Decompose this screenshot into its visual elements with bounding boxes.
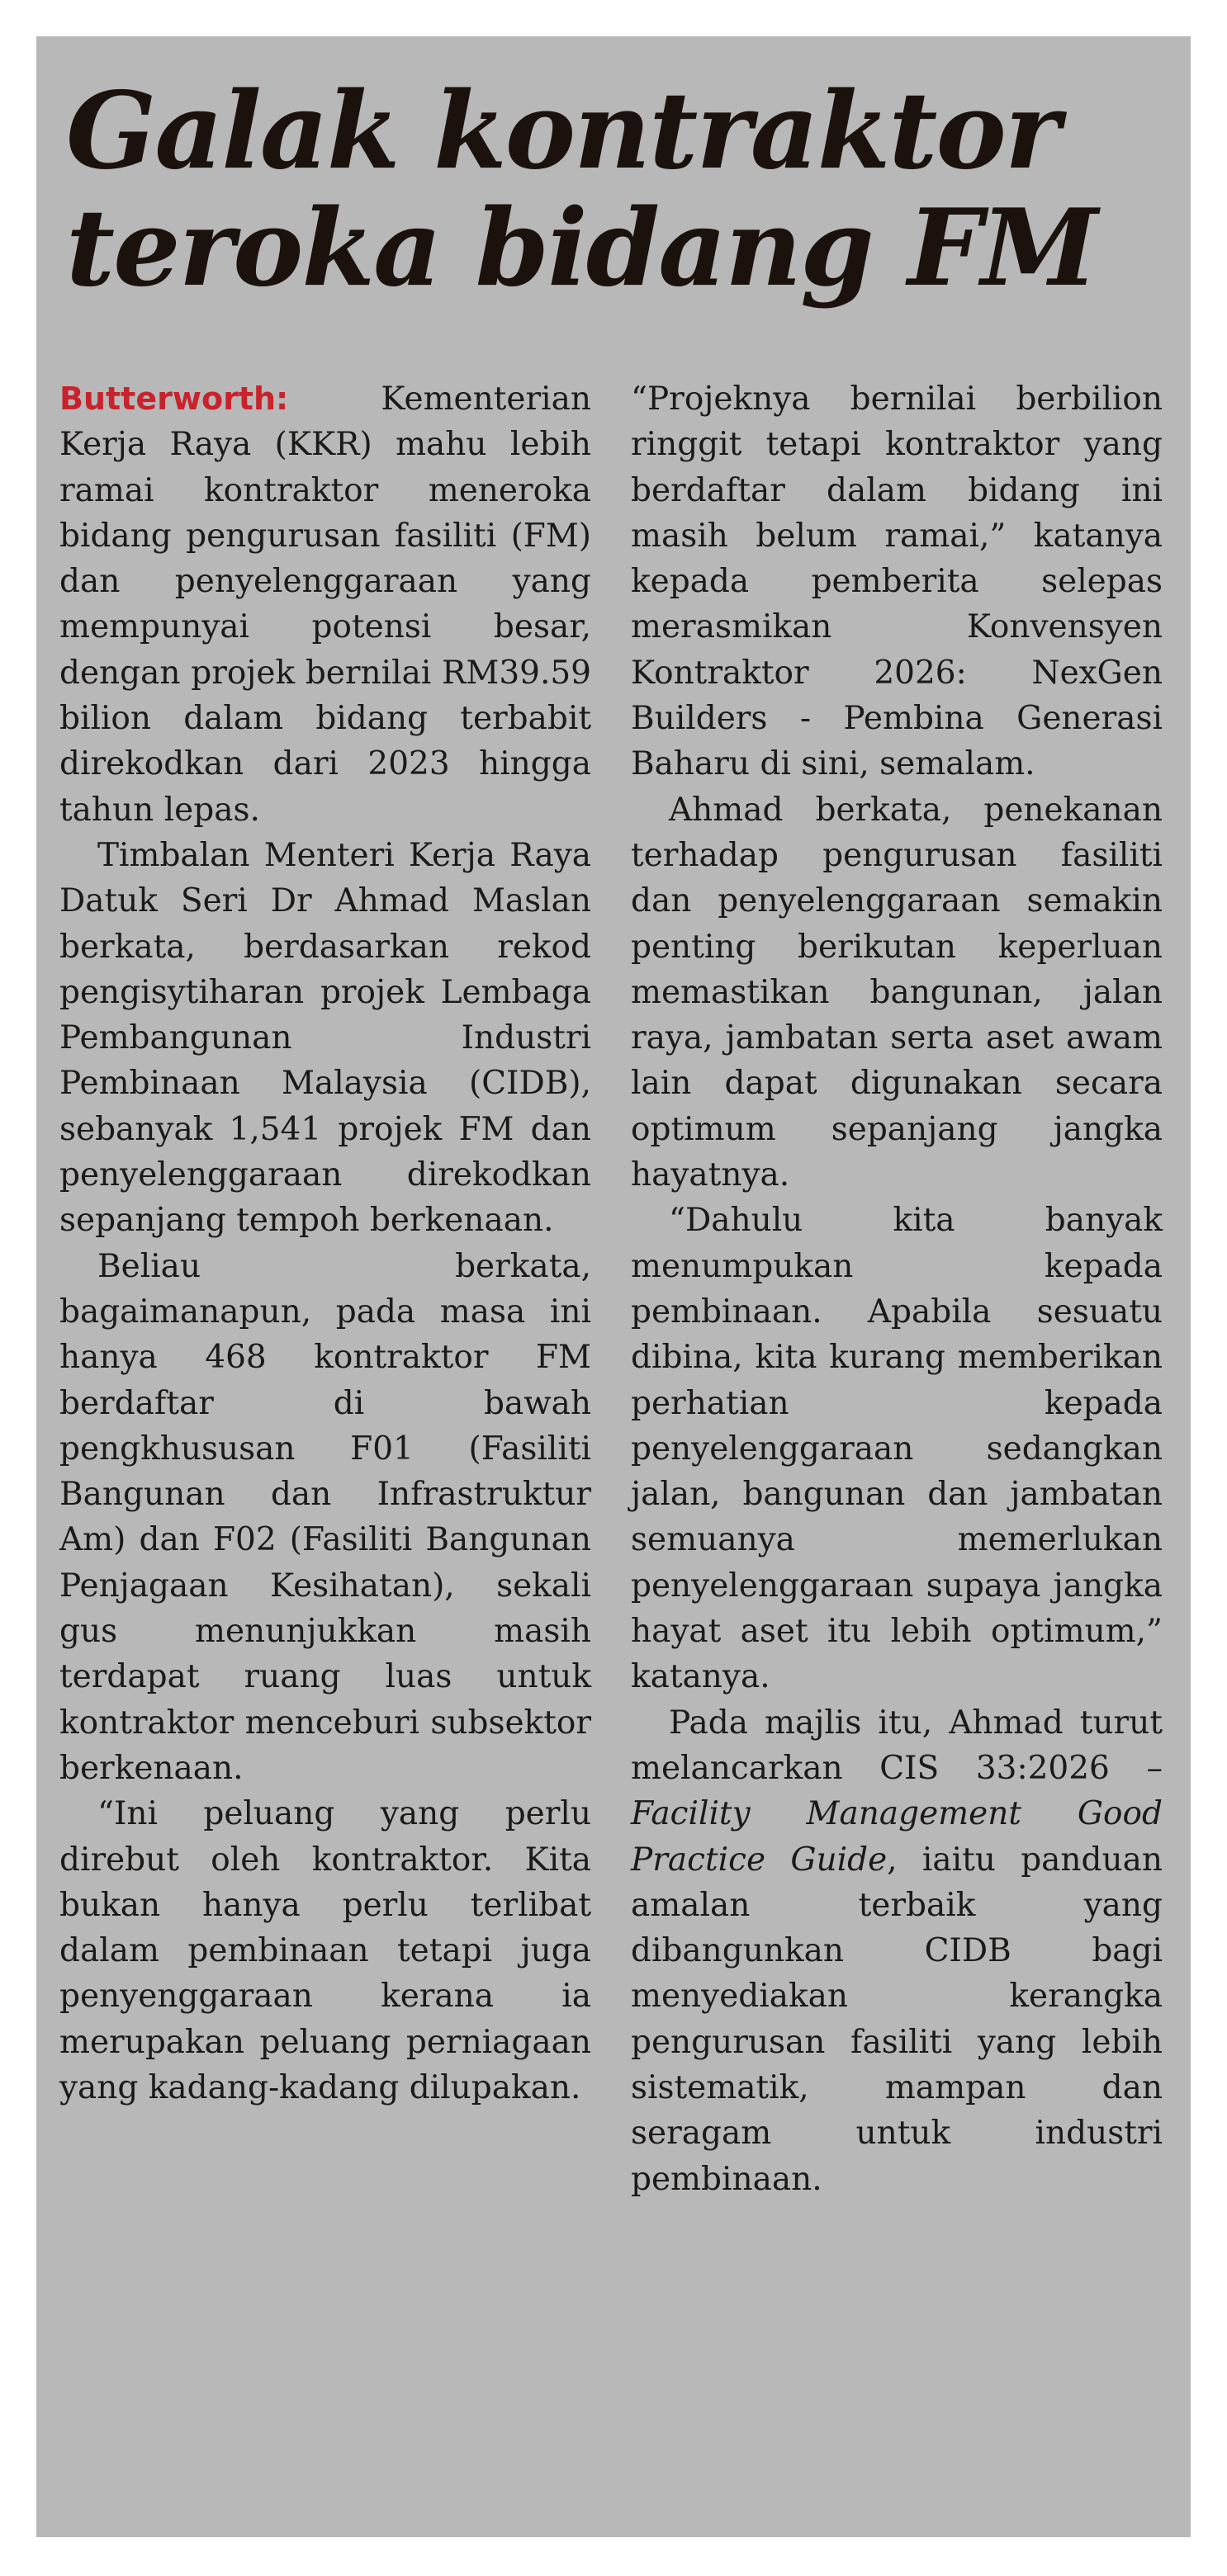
article-paragraph-2: Timbalan Menteri Kerja Raya Datuk Seri Dr Ahmad Maslan berkata, berdasarkan rekod pengisytiharan projek Lembaga Pembangunan Industri Pembinaan Malaysia (CIDB), sebanyak 1,541 projek FM dan penyelenggaraan direkodkan sepanjang tempoh berkenaan. bbox=[59, 836, 591, 1240]
headline bbox=[66, 69, 1173, 310]
guide-title: Facility Management Good Practice Guide bbox=[631, 1795, 1163, 1879]
paragraph-1-text: Kementerian Kerja Raya (KKR) mahu lebih ramai kontraktor meneroka bidang pengurusan fasiliti (FM) dan penyelenggaraan yang mempunyai potensi besar, dengan projek bernilai RM39.59 bilion dalam bidang terbabit direkodkan dari 2023 hingga tahun lepas. bbox=[59, 380, 591, 829]
paragraph-8-text-a: Pada majlis itu, Ahmad turut melancarkan CIS 33:2026 – bbox=[631, 1704, 1163, 1787]
article-column-left bbox=[59, 376, 591, 2110]
paragraph-8-text-b: , iaitu panduan amalan terbaik yang dibangunkan CIDB bagi menyediakan kerangka pengurusan fasiliti yang lebih sistematik, mampan dan seragam untuk industri pembinaan. bbox=[631, 1841, 1163, 2198]
article-paragraph-8 bbox=[631, 1700, 1163, 2202]
headline-line-1: Galak kontraktor bbox=[66, 69, 1059, 193]
article-paragraph-3: Beliau berkata, bagaimanapun, pada masa ini hanya 468 kontraktor FM berdaftar di bawah pengkhususan F01 (Fasiliti Bangunan dan Infrastruktur Am) dan F02 (Fasiliti Bangunan Penjagaan Kesihatan), sekali gus menunjukkan masih terdapat ruang luas untuk kontraktor menceburi subsektor berkenaan. bbox=[59, 1247, 591, 1787]
article-paragraph-6: Ahmad berkata, penekanan terhadap pengurusan fasiliti dan penyelenggaraan semakin penting berikutan keperluan memastikan bangunan, jalan raya, jambatan serta aset awam lain dapat digunakan secara optimum sepanjang jangka hayatnya. bbox=[631, 791, 1163, 1194]
article-column-right bbox=[631, 376, 1163, 2202]
article-paragraph-4: “Ini peluang yang perlu direbut oleh kontraktor. Kita bukan hanya perlu terlibat dalam pembinaan tetapi juga penyenggaraan kerana ia merupakan peluang perniagaan yang kadang-kadang dilupakan. bbox=[59, 1795, 591, 2106]
article-paragraph-5: “Projeknya bernilai berbilion ringgit tetapi kontraktor yang berdaftar dalam bidang ini masih belum ramai,” katanya kepada pemberita selepas merasmikan Konvensyen Kontraktor 2026: NexGen Builders - Pembina Generasi Baharu di sini, semalam. bbox=[631, 380, 1163, 783]
headline-line-2: teroka bidang FM bbox=[66, 187, 1097, 310]
article-paragraph-7: “Dahulu kita banyak menumpukan kepada pembinaan. Apabila sesuatu dibina, kita kurang memberikan perhatian kepada penyelenggaraan sedangkan jalan, bangunan dan jambatan semuanya memerlukan penyelenggaraan supaya jangka hayat aset itu lebih optimum,” katanya. bbox=[631, 1202, 1163, 1696]
dateline: Butterworth: bbox=[59, 380, 289, 417]
news-clipping bbox=[36, 36, 1191, 2537]
article-paragraph-1 bbox=[59, 376, 591, 833]
